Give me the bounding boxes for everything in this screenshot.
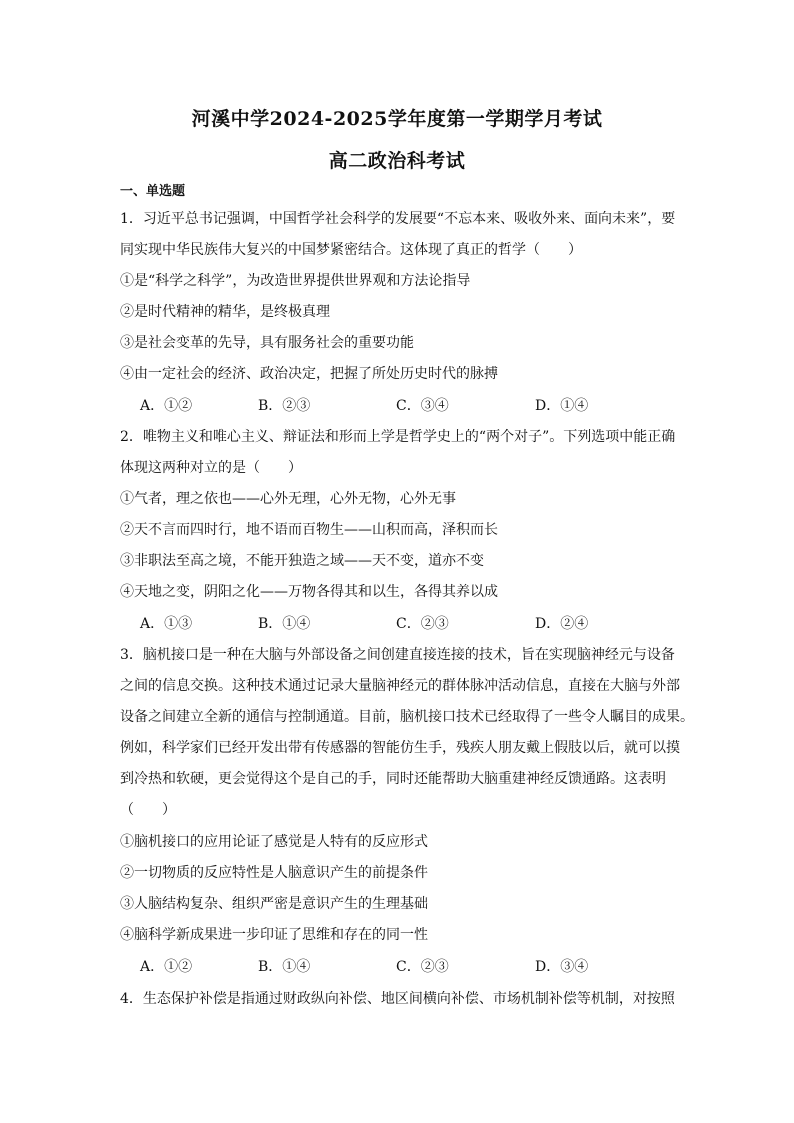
question-2-option-c: C．②③: [396, 616, 449, 632]
question-3-stem-line: 例如，科学家们已经开发出带有传感器的智能仿生手，残疾人朋友戴上假肢以后，就可以摸: [120, 740, 680, 756]
question-3-item: ④脑科学新成果进一步印证了思维和存在的同一性: [120, 927, 428, 943]
question-1-item: ②是时代精神的精华，是终极真理: [120, 304, 330, 320]
question-1-item: ④由一定社会的经济、政治决定，把握了所处历史时代的脉搏: [120, 366, 498, 382]
question-1-option-a: A．①②: [140, 398, 193, 414]
question-3-option-d: D．③④: [535, 959, 589, 975]
exam-title: 河溪中学2024-2025学年度第一学期学月考试: [191, 108, 603, 130]
question-3-stem-line: 设备之间建立全新的通信与控制通道。目前，脑机接口技术已经取得了一些令人瞩目的成果。: [120, 709, 694, 725]
question-3-stem-line: 3．脑机接口是一种在大脑与外部设备之间创建直接连接的技术，旨在实现脑神经元与设备: [120, 647, 675, 663]
question-3-stem-line: （ ）: [120, 802, 176, 818]
question-4-stem-line: 4．生态保护补偿是指通过财政纵向补偿、地区间横向补偿、市场机制补偿等机制，对按照: [120, 991, 675, 1007]
question-3-option-a: A．①②: [140, 959, 193, 975]
question-2-item: ④天地之变，阴阳之化——万物各得其和以生，各得其养以成: [120, 584, 498, 600]
question-2-item: ②天不言而四时行，地不语而百物生——山积而高，泽积而长: [120, 522, 498, 538]
section-heading: 一、单选题: [120, 184, 186, 199]
question-3-item: ①脑机接口的应用论证了感觉是人特有的反应形式: [120, 834, 428, 850]
question-3-item: ②一切物质的反应特性是人脑意识产生的前提条件: [120, 865, 428, 881]
question-3-stem-line: 到冷热和软硬，更会觉得这个是自己的手，同时还能帮助大脑重建神经反馈通路。这表明: [120, 771, 666, 787]
question-2-option-a: A．①③: [140, 616, 193, 632]
question-1-item: ①是“科学之科学”，为改造世界提供世界观和方法论指导: [120, 273, 471, 289]
question-2-option-b: B．①④: [258, 616, 311, 632]
question-2-item: ③非职法至高之境，不能开独造之域——天不变，道亦不变: [120, 553, 484, 569]
question-1-option-c: C．③④: [396, 398, 449, 414]
question-2-stem-line: 体现这两种对立的是（ ）: [120, 460, 302, 476]
question-1-option-b: B．②③: [258, 398, 311, 414]
question-1-stem-line: 同实现中华民族伟大复兴的中国梦紧密结合。这体现了真正的哲学（ ）: [120, 242, 582, 258]
question-3-option-b: B．①④: [258, 959, 311, 975]
question-1-item: ③是社会变革的先导，具有服务社会的重要功能: [120, 335, 414, 351]
question-2-item: ①气者，理之依也——心外无理，心外无物，心外无事: [120, 491, 456, 507]
question-3-stem-line: 之间的信息交换。这种技术通过记录大量脑神经元的群体脉冲活动信息，直接在大脑与外部: [120, 678, 680, 694]
question-1-stem-line: 1．习近平总书记强调，中国哲学社会科学的发展要“不忘本来、吸收外来、面向未来”，要: [120, 211, 676, 227]
question-3-option-c: C．②③: [396, 959, 449, 975]
question-2-stem-line: 2．唯物主义和唯心主义、辩证法和形而上学是哲学史上的“两个对子”。下列选项中能正确: [120, 429, 676, 445]
question-3-item: ③人脑结构复杂、组织严密是意识产生的生理基础: [120, 896, 428, 912]
question-2-option-d: D．②④: [535, 616, 589, 632]
exam-subtitle: 高二政治科考试: [328, 150, 466, 172]
question-1-option-d: D．①④: [535, 398, 589, 414]
